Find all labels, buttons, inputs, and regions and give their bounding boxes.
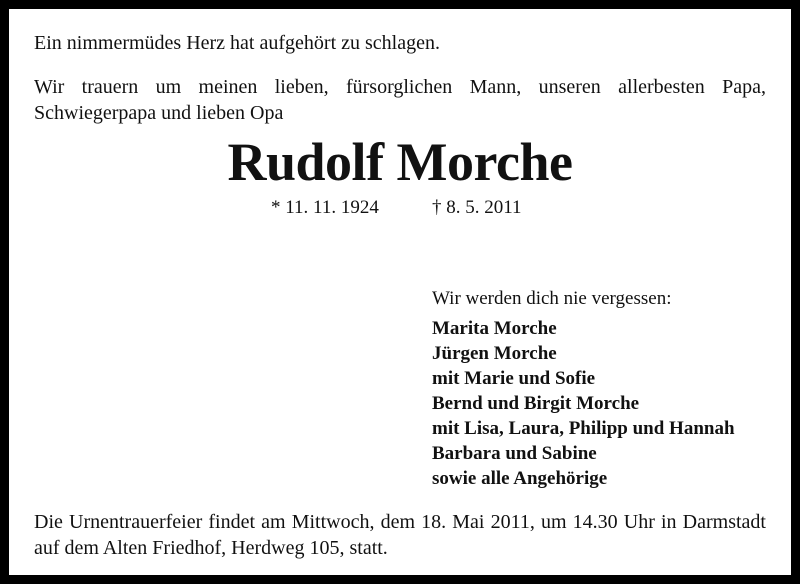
- mourner-name: Jürgen Morche: [432, 343, 557, 364]
- life-dates: [34, 194, 766, 222]
- notice-body: [34, 30, 766, 222]
- mourner-name: mit Marie und Sofie: [432, 368, 596, 389]
- mourner-name: mit Lisa, Laura, Philipp und Hannah: [432, 418, 735, 439]
- mourning-line: Wir trauern um meinen lieben, fürsorglichen Mann, unseren allerbesten Papa, Schwiegerpapa und lieben Opa: [34, 76, 766, 124]
- mourner-name: sowie alle Angehörige: [432, 468, 608, 489]
- service-info: Die Urnentrauerfeier findet am Mittwoch, dem 18. Mai 2011, um 14.30 Uhr in Darmstadt auf dem Alten Friedhof, Herdweg 105, statt.: [34, 511, 766, 559]
- mourner-name: Barbara und Sabine: [432, 443, 597, 464]
- mourners-block: [432, 286, 735, 491]
- death-date: † 8. 5. 2011: [432, 197, 522, 218]
- farewell-line: Wir werden dich nie vergessen:: [432, 288, 672, 309]
- birth-date: * 11. 11. 1924: [271, 197, 379, 218]
- mourner-name: Marita Morche: [432, 318, 557, 339]
- deceased-name: Rudolf Morche: [227, 132, 573, 192]
- opening-line: Ein nimmermüdes Herz hat aufgehört zu schlagen.: [34, 32, 440, 54]
- mourner-name: Bernd und Birgit Morche: [432, 393, 640, 414]
